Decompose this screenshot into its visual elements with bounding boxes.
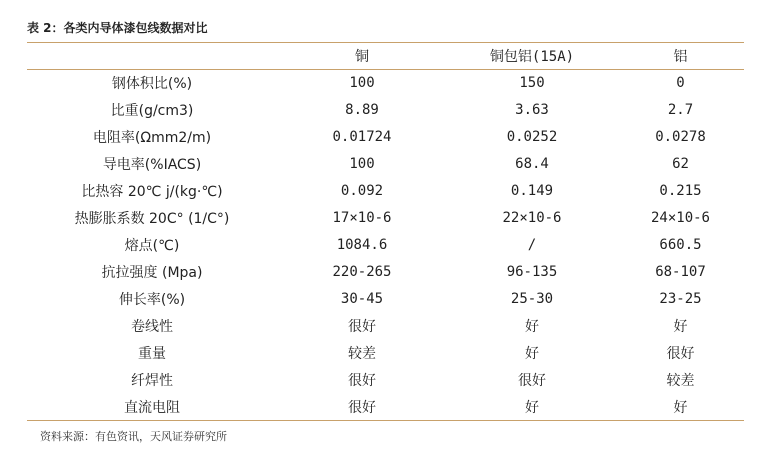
header-cell-property — [27, 43, 277, 69]
header-cell-aluminum: 铝 — [673, 49, 688, 65]
row-label: 抗拉强度 (Mpa) — [101, 264, 203, 281]
aluminum-value: 68-107 — [655, 263, 706, 280]
header-cell-copper: 铜 — [355, 49, 369, 65]
aluminum-value: 0.0278 — [655, 128, 706, 145]
aluminum-value: 较差 — [666, 372, 695, 389]
copper-value: 30-45 — [340, 290, 384, 307]
table-body — [27, 69, 744, 420]
table-row — [27, 285, 744, 312]
table-row — [27, 366, 744, 393]
row-label: 钢体积比(%) — [111, 75, 193, 92]
copper-value: 17×10-6 — [332, 209, 392, 226]
ccam-value: 25-30 — [510, 290, 554, 307]
table-row — [27, 231, 744, 258]
ccam-value: 0.149 — [510, 182, 554, 199]
aluminum-value: 23-25 — [659, 290, 702, 307]
row-label: 导电率(%IACS) — [102, 156, 202, 173]
ccam-value: 很好 — [518, 372, 546, 389]
ccam-value: / — [527, 236, 537, 253]
copper-value: 220-265 — [332, 263, 392, 280]
copper-value: 1084.6 — [336, 236, 388, 253]
row-label: 比重(g/cm3) — [110, 102, 194, 119]
aluminum-value: 很好 — [666, 345, 695, 362]
ccam-value: 68.4 — [515, 155, 549, 172]
copper-value: 很好 — [348, 399, 376, 416]
copper-value: 100 — [349, 155, 375, 172]
source-note: 资料来源：有色资讯，天风证券研究所 — [40, 430, 227, 443]
table-row — [27, 312, 744, 339]
row-label: 熔点(℃) — [124, 237, 180, 254]
table-bottom-rule — [27, 420, 744, 421]
copper-value: 很好 — [348, 372, 376, 389]
row-label: 伸长率(%) — [118, 291, 186, 308]
copper-value: 较差 — [348, 345, 376, 362]
row-label: 卷线性 — [131, 318, 173, 335]
copper-value: 8.89 — [345, 101, 379, 118]
copper-value: 100 — [349, 74, 375, 91]
copper-value: 0.092 — [340, 182, 384, 199]
table-header-row — [27, 43, 744, 69]
ccam-value: 96-135 — [506, 263, 558, 280]
header-cell-ccam: 铜包铝(15A) — [489, 49, 575, 65]
aluminum-value: 2.7 — [667, 101, 694, 118]
ccam-value: 好 — [525, 399, 539, 416]
table-row — [27, 177, 744, 204]
row-label: 直流电阻 — [124, 399, 180, 416]
row-label: 重量 — [138, 345, 166, 362]
row-label: 比热容 20℃ j/(kg·℃) — [81, 183, 223, 200]
table-row — [27, 69, 744, 96]
table-row — [27, 339, 744, 366]
aluminum-value: 62 — [672, 155, 689, 172]
table-row — [27, 150, 744, 177]
aluminum-value: 好 — [673, 318, 688, 335]
aluminum-value: 24×10-6 — [650, 209, 710, 226]
row-label: 纤焊性 — [131, 372, 173, 389]
ccam-value: 150 — [519, 74, 545, 91]
aluminum-value: 0 — [676, 74, 685, 91]
table-row — [27, 204, 744, 231]
copper-value: 0.01724 — [332, 128, 392, 145]
ccam-value: 好 — [525, 345, 539, 362]
table-caption: 表 2：各类内导体漆包线数据对比 — [27, 21, 208, 35]
aluminum-value: 660.5 — [659, 236, 702, 253]
row-label: 热膨胀系数 20C° (1/C°) — [74, 210, 230, 227]
aluminum-value: 0.215 — [659, 182, 702, 199]
row-label: 电阻率(Ωmm2/m) — [92, 129, 212, 146]
ccam-value: 好 — [525, 318, 539, 335]
aluminum-value: 好 — [673, 399, 688, 416]
table-row — [27, 96, 744, 123]
ccam-value: 3.63 — [515, 101, 549, 118]
ccam-value: 22×10-6 — [502, 209, 562, 226]
table-row — [27, 258, 744, 285]
comparison-table — [27, 43, 744, 420]
copper-value: 很好 — [348, 318, 376, 335]
table-row — [27, 123, 744, 150]
table-row — [27, 393, 744, 420]
ccam-value: 0.0252 — [506, 128, 558, 145]
